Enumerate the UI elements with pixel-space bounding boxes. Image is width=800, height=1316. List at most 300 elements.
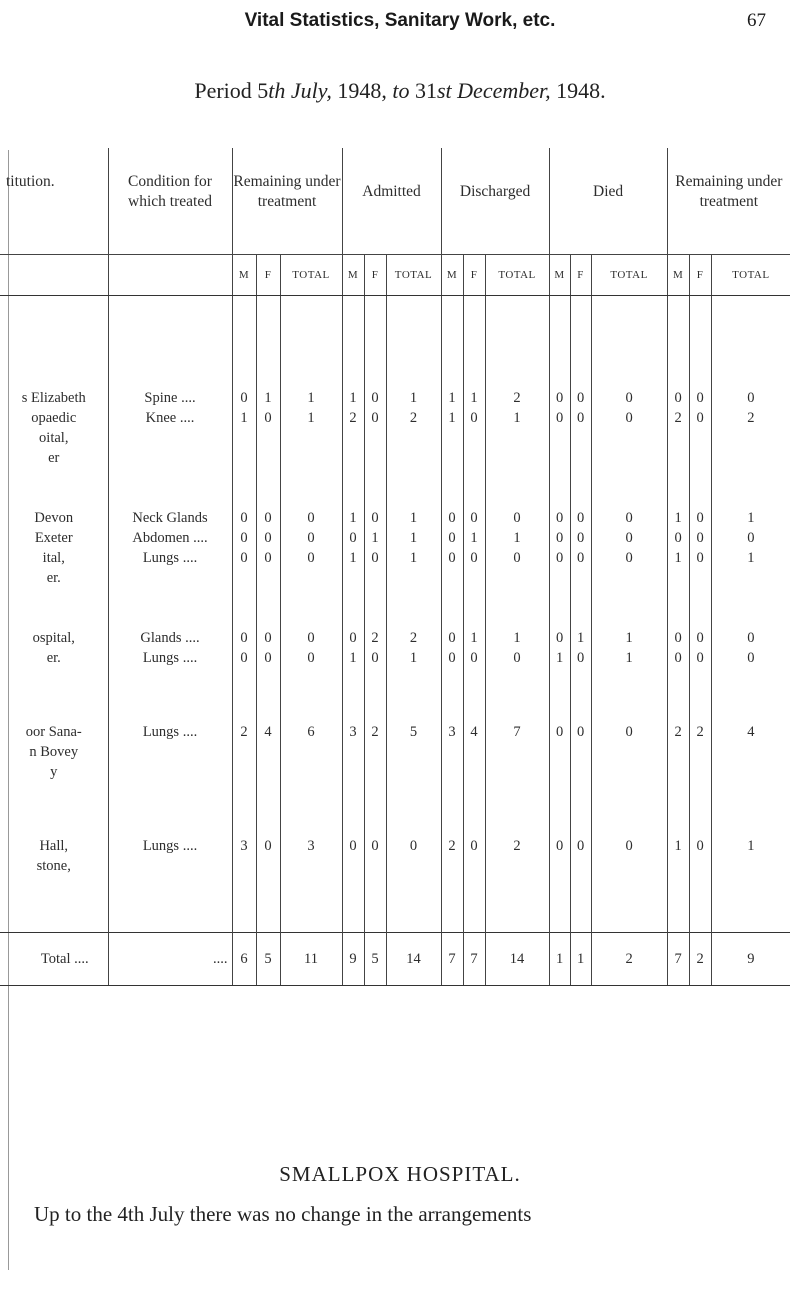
total-cell xyxy=(591,856,667,876)
value-cell xyxy=(441,742,463,762)
empty-cell xyxy=(386,468,441,508)
table-row xyxy=(0,388,790,408)
value-cell xyxy=(667,428,689,448)
header-remaining-start: Remaining under treatment xyxy=(232,148,342,254)
value-cell: 0 xyxy=(441,548,463,568)
total-cell: 1 xyxy=(386,508,441,528)
value-cell: 2 xyxy=(667,722,689,742)
value-cell xyxy=(689,448,711,468)
total-cell: 2 xyxy=(386,408,441,428)
empty-cell xyxy=(232,588,256,628)
empty-cell xyxy=(342,668,364,722)
empty-cell xyxy=(232,295,256,388)
total-value-cell: 7 xyxy=(463,932,485,985)
header-admitted: Admitted xyxy=(342,148,441,254)
value-cell xyxy=(463,428,485,448)
value-cell xyxy=(342,448,364,468)
value-cell: 0 xyxy=(549,836,570,856)
total-cell: 1 xyxy=(280,408,342,428)
total-cell xyxy=(591,428,667,448)
institution-name: oital, xyxy=(39,429,69,446)
total-cell: 0 xyxy=(591,836,667,856)
value-cell: 0 xyxy=(441,528,463,548)
institution-name: er. xyxy=(46,569,61,586)
value-cell xyxy=(232,856,256,876)
value-cell xyxy=(342,762,364,782)
empty-cell xyxy=(441,782,463,836)
institution-name: y xyxy=(50,763,58,780)
period-prefix: Period xyxy=(194,78,258,103)
value-cell xyxy=(256,568,280,588)
total-cell: 4 xyxy=(711,722,790,742)
header-remaining-end: Remaining under treatment xyxy=(667,148,790,254)
value-cell xyxy=(689,762,711,782)
condition-cell xyxy=(108,856,232,876)
total-cell xyxy=(711,448,790,468)
value-cell: 1 xyxy=(463,528,485,548)
value-cell: 0 xyxy=(463,836,485,856)
total-value-cell: 14 xyxy=(485,932,549,985)
header-discharged: Discharged xyxy=(441,148,549,254)
value-cell xyxy=(342,568,364,588)
value-cell xyxy=(689,742,711,762)
total-cell: 1 xyxy=(386,388,441,408)
empty-cell xyxy=(0,876,108,933)
empty-cell xyxy=(549,876,570,933)
section-title: SMALLPOX HOSPITAL. xyxy=(279,1162,521,1186)
value-cell: 0 xyxy=(232,628,256,648)
total-cell xyxy=(485,856,549,876)
table-row xyxy=(0,856,790,876)
spacer-row xyxy=(0,468,790,508)
total-condition-leader: .... xyxy=(108,932,232,985)
total-cell: 0 xyxy=(591,508,667,528)
running-title: Vital Statistics, Sanitary Work, etc. xyxy=(244,10,556,31)
total-cell: 1 xyxy=(711,836,790,856)
value-cell: 1 xyxy=(667,548,689,568)
value-cell: 1 xyxy=(667,836,689,856)
total-cell: 0 xyxy=(386,836,441,856)
institution-name: er. xyxy=(46,649,61,666)
value-cell: 0 xyxy=(549,722,570,742)
value-cell: 0 xyxy=(689,508,711,528)
subheader-f: F xyxy=(570,254,591,295)
value-cell: 0 xyxy=(232,548,256,568)
empty-cell xyxy=(549,668,570,722)
period-to: to xyxy=(386,78,415,103)
condition-cell: Neck Glands xyxy=(108,508,232,528)
empty-cell xyxy=(441,295,463,388)
empty-cell xyxy=(280,295,342,388)
value-cell xyxy=(441,448,463,468)
spacer-row xyxy=(0,295,790,388)
value-cell: 2 xyxy=(364,722,386,742)
total-cell: 1 xyxy=(591,628,667,648)
empty-cell xyxy=(256,295,280,388)
value-cell: 0 xyxy=(232,528,256,548)
value-cell xyxy=(364,856,386,876)
empty-cell xyxy=(364,588,386,628)
empty-cell xyxy=(256,468,280,508)
spacer-row xyxy=(0,876,790,933)
empty-cell xyxy=(667,588,689,628)
value-cell: 0 xyxy=(689,648,711,668)
value-cell: 0 xyxy=(364,408,386,428)
spacer-row xyxy=(0,588,790,628)
header-condition: Condition for which treated xyxy=(108,148,232,254)
institution-name: oor Sana- xyxy=(25,723,82,740)
empty-cell xyxy=(667,668,689,722)
total-cell: 5 xyxy=(386,722,441,742)
page-header xyxy=(0,8,800,38)
value-cell: 3 xyxy=(441,722,463,742)
value-cell xyxy=(256,762,280,782)
empty-cell xyxy=(364,782,386,836)
value-cell: 0 xyxy=(570,648,591,668)
value-cell: 0 xyxy=(463,548,485,568)
institution-name: opaedic xyxy=(31,409,77,426)
subheader-f: F xyxy=(689,254,711,295)
value-cell: 4 xyxy=(256,722,280,742)
empty-cell xyxy=(280,668,342,722)
value-cell: 1 xyxy=(441,388,463,408)
empty-cell xyxy=(364,468,386,508)
value-cell: 0 xyxy=(256,528,280,548)
total-cell xyxy=(386,762,441,782)
total-value-cell: 1 xyxy=(570,932,591,985)
empty-cell xyxy=(711,782,790,836)
empty-cell xyxy=(549,588,570,628)
value-cell: 0 xyxy=(549,548,570,568)
value-cell: 0 xyxy=(364,548,386,568)
institution-name: stone, xyxy=(36,857,71,874)
table-row xyxy=(0,528,790,548)
total-cell: 2 xyxy=(485,388,549,408)
total-value-cell: 2 xyxy=(591,932,667,985)
value-cell xyxy=(463,568,485,588)
empty-cell xyxy=(689,668,711,722)
empty-cell xyxy=(667,876,689,933)
value-cell: 0 xyxy=(570,388,591,408)
total-cell: 0 xyxy=(591,548,667,568)
value-cell: 0 xyxy=(667,388,689,408)
condition-cell xyxy=(108,762,232,782)
condition-cell: Lungs .... xyxy=(108,722,232,742)
value-cell: 0 xyxy=(463,508,485,528)
institution-name: s Elizabeth xyxy=(21,389,86,406)
subheader-m: M xyxy=(342,254,364,295)
institution-name: Devon xyxy=(34,509,74,526)
value-cell: 0 xyxy=(570,548,591,568)
value-cell: 0 xyxy=(232,508,256,528)
total-cell xyxy=(386,428,441,448)
value-cell: 0 xyxy=(570,408,591,428)
total-cell xyxy=(485,742,549,762)
total-cell: 2 xyxy=(485,836,549,856)
value-cell: 0 xyxy=(441,508,463,528)
condition-cell: Spine .... xyxy=(108,388,232,408)
table-row xyxy=(0,628,790,648)
total-cell: 3 xyxy=(280,836,342,856)
value-cell xyxy=(570,742,591,762)
total-cell xyxy=(711,568,790,588)
empty-cell xyxy=(0,588,108,628)
empty-cell xyxy=(256,876,280,933)
total-cell: 1 xyxy=(386,648,441,668)
empty-cell xyxy=(485,295,549,388)
empty-cell xyxy=(108,876,232,933)
table-row xyxy=(0,448,790,468)
total-value-cell: 5 xyxy=(256,932,280,985)
total-value-cell: 11 xyxy=(280,932,342,985)
empty-cell xyxy=(108,295,232,388)
value-cell xyxy=(463,742,485,762)
value-cell xyxy=(570,448,591,468)
total-cell xyxy=(280,762,342,782)
value-cell xyxy=(570,856,591,876)
empty-cell xyxy=(485,782,549,836)
total-cell: 1 xyxy=(485,628,549,648)
period-year1: 1948, xyxy=(337,78,387,103)
total-cell xyxy=(485,568,549,588)
value-cell xyxy=(463,448,485,468)
total-cell xyxy=(711,856,790,876)
empty-cell xyxy=(570,468,591,508)
empty-cell xyxy=(711,295,790,388)
subheader-total: TOTAL xyxy=(280,254,342,295)
empty-cell xyxy=(441,876,463,933)
empty-cell xyxy=(108,782,232,836)
page-number: 67 xyxy=(747,10,766,31)
total-cell: 0 xyxy=(485,548,549,568)
condition-cell xyxy=(108,428,232,448)
value-cell xyxy=(667,762,689,782)
value-cell: 0 xyxy=(689,548,711,568)
value-cell: 0 xyxy=(689,628,711,648)
value-cell: 0 xyxy=(342,528,364,548)
value-cell xyxy=(342,856,364,876)
table-row xyxy=(0,742,790,762)
value-cell: 0 xyxy=(549,528,570,548)
total-cell xyxy=(280,428,342,448)
empty-cell xyxy=(591,782,667,836)
empty-cell xyxy=(256,668,280,722)
table-row xyxy=(0,762,790,782)
total-cell xyxy=(591,762,667,782)
total-cell xyxy=(591,568,667,588)
empty-cell xyxy=(591,295,667,388)
subheader-f: F xyxy=(256,254,280,295)
empty-cell xyxy=(364,876,386,933)
period-sup1: th xyxy=(268,78,286,103)
condition-cell xyxy=(108,448,232,468)
value-cell: 1 xyxy=(463,388,485,408)
total-value-cell: 7 xyxy=(441,932,463,985)
subheader-f: F xyxy=(463,254,485,295)
total-cell: 0 xyxy=(591,388,667,408)
subheader-total: TOTAL xyxy=(485,254,549,295)
empty-cell xyxy=(463,295,485,388)
value-cell: 0 xyxy=(667,628,689,648)
value-cell: 3 xyxy=(232,836,256,856)
value-cell: 0 xyxy=(689,408,711,428)
empty-cell xyxy=(711,588,790,628)
period-year2: 1948. xyxy=(556,78,606,103)
total-cell xyxy=(591,742,667,762)
value-cell xyxy=(342,742,364,762)
empty-cell xyxy=(689,876,711,933)
total-cell: 0 xyxy=(711,648,790,668)
value-cell: 0 xyxy=(667,648,689,668)
total-cell: 0 xyxy=(280,528,342,548)
empty-cell xyxy=(0,782,108,836)
condition-cell xyxy=(108,742,232,762)
value-cell xyxy=(441,856,463,876)
subheader-m: M xyxy=(232,254,256,295)
total-cell: 0 xyxy=(280,628,342,648)
table-row xyxy=(0,508,790,528)
empty-cell xyxy=(570,782,591,836)
total-cell: 1 xyxy=(386,548,441,568)
subheader-m: M xyxy=(549,254,570,295)
value-cell: 0 xyxy=(256,408,280,428)
value-cell: 2 xyxy=(342,408,364,428)
value-cell xyxy=(463,856,485,876)
empty-cell xyxy=(280,588,342,628)
value-cell: 0 xyxy=(364,836,386,856)
value-cell xyxy=(549,742,570,762)
empty-cell xyxy=(232,468,256,508)
value-cell: 1 xyxy=(256,388,280,408)
condition-cell: Abdomen .... xyxy=(108,528,232,548)
total-cell: 0 xyxy=(280,648,342,668)
total-cell xyxy=(386,856,441,876)
empty-cell xyxy=(485,468,549,508)
empty-cell xyxy=(570,295,591,388)
institution-name: ital, xyxy=(42,549,65,566)
empty-cell xyxy=(0,468,108,508)
empty-cell xyxy=(667,295,689,388)
subheader-blank xyxy=(108,254,232,295)
total-cell xyxy=(711,762,790,782)
table-row xyxy=(0,722,790,742)
empty-cell xyxy=(570,876,591,933)
total-value-cell: 14 xyxy=(386,932,441,985)
value-cell xyxy=(256,742,280,762)
empty-cell xyxy=(342,588,364,628)
total-cell xyxy=(485,762,549,782)
total-cell: 0 xyxy=(591,722,667,742)
value-cell: 0 xyxy=(232,388,256,408)
value-cell: 1 xyxy=(667,508,689,528)
value-cell: 2 xyxy=(441,836,463,856)
value-cell xyxy=(570,428,591,448)
condition-cell: Lungs .... xyxy=(108,648,232,668)
empty-cell xyxy=(549,468,570,508)
empty-cell xyxy=(667,782,689,836)
total-cell: 0 xyxy=(280,508,342,528)
empty-cell xyxy=(485,588,549,628)
value-cell: 4 xyxy=(463,722,485,742)
empty-cell xyxy=(463,876,485,933)
empty-cell xyxy=(441,668,463,722)
institution-name: ospital, xyxy=(32,629,75,646)
empty-cell xyxy=(570,588,591,628)
value-cell: 0 xyxy=(570,722,591,742)
empty-cell xyxy=(689,295,711,388)
total-cell: 1 xyxy=(386,528,441,548)
value-cell: 3 xyxy=(342,722,364,742)
condition-cell: Lungs .... xyxy=(108,548,232,568)
total-cell xyxy=(711,742,790,762)
total-value-cell: 6 xyxy=(232,932,256,985)
total-value-cell: 9 xyxy=(342,932,364,985)
total-cell xyxy=(485,428,549,448)
total-cell xyxy=(280,448,342,468)
condition-cell: Knee .... xyxy=(108,408,232,428)
value-cell xyxy=(549,568,570,588)
empty-cell xyxy=(689,588,711,628)
subheader-total: TOTAL xyxy=(386,254,441,295)
value-cell xyxy=(256,856,280,876)
total-cell: 2 xyxy=(711,408,790,428)
period-month2: December, xyxy=(451,78,557,103)
empty-cell xyxy=(342,295,364,388)
value-cell xyxy=(667,742,689,762)
total-cell: 0 xyxy=(711,388,790,408)
empty-cell xyxy=(591,588,667,628)
body-text: Up to the 4th July there was no change in the arrangements xyxy=(34,1202,532,1226)
total-value-cell: 9 xyxy=(711,932,790,985)
total-value-cell: 2 xyxy=(689,932,711,985)
value-cell: 2 xyxy=(232,722,256,742)
empty-cell xyxy=(549,782,570,836)
empty-cell xyxy=(342,468,364,508)
period-sup2: st xyxy=(436,78,452,103)
value-cell: 2 xyxy=(667,408,689,428)
empty-cell xyxy=(0,295,108,388)
value-cell xyxy=(256,448,280,468)
total-value-cell: 7 xyxy=(667,932,689,985)
spacer-row xyxy=(0,782,790,836)
value-cell: 1 xyxy=(570,628,591,648)
table-row xyxy=(0,648,790,668)
period-heading xyxy=(0,78,800,104)
value-cell: 0 xyxy=(256,548,280,568)
value-cell: 0 xyxy=(570,528,591,548)
value-cell: 0 xyxy=(463,408,485,428)
empty-cell xyxy=(463,668,485,722)
value-cell xyxy=(570,568,591,588)
total-cell xyxy=(280,742,342,762)
value-cell xyxy=(232,742,256,762)
value-cell: 1 xyxy=(441,408,463,428)
total-cell xyxy=(485,448,549,468)
total-row xyxy=(0,932,790,985)
value-cell: 0 xyxy=(549,628,570,648)
condition-cell: Glands .... xyxy=(108,628,232,648)
subheader-f: F xyxy=(364,254,386,295)
value-cell: 0 xyxy=(364,388,386,408)
empty-cell xyxy=(256,588,280,628)
value-cell xyxy=(689,428,711,448)
table-row xyxy=(0,836,790,856)
value-cell xyxy=(463,762,485,782)
empty-cell xyxy=(280,468,342,508)
empty-cell xyxy=(386,668,441,722)
empty-cell xyxy=(232,668,256,722)
value-cell xyxy=(441,428,463,448)
